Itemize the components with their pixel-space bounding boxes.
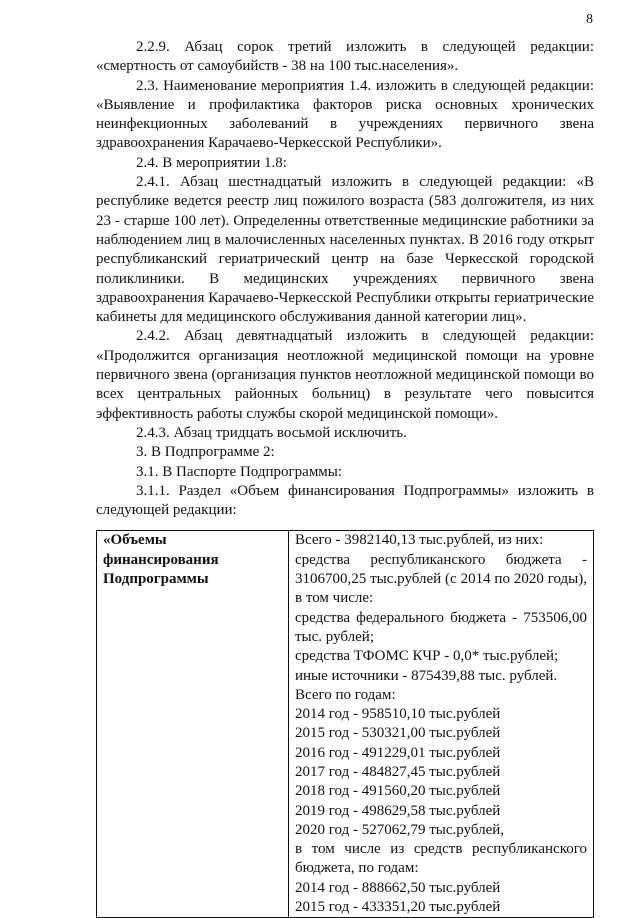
paragraph-2-4-1: 2.4.1. Абзац шестнадцатый изложить в следующей редакции: «В республике ведется реестр лиц пожилого возраста (583 долгожителя, из них 23 - старше 100 лет). Определенны ответственные медицинские работники за наблюдением лиц в малочисленных населенных пунктах. В 2016 году открыт республиканский гериатрический центр на базе Черкесской городской поликлиники. В медицинских учреждениях первичного звена здравоохранения Карачаево-Черкесской Республики открыты гериатрические кабинеты для медицинского обслуживания данной категории лиц». [96, 174, 594, 326]
financing-line: средства федерального бюджета - 753506,00 тыс. рублей; [295, 609, 587, 645]
financing-line: 2018 год - 491560,20 тыс.рублей [295, 783, 501, 800]
financing-line: 2015 год - 433351,20 тыс.рублей [295, 899, 501, 916]
financing-label-cell: «Объемы финансирования Подпрограммы [97, 531, 289, 918]
table-row [97, 531, 594, 918]
page-number: 8 [586, 12, 593, 27]
financing-line: 2020 год - 527062,79 тыс.рублей, [295, 821, 505, 838]
financing-line: Всего - 3982140,13 тыс.рублей, из них: [295, 532, 544, 549]
document-body [96, 38, 594, 918]
financing-line: 2019 год - 498629,58 тыс.рублей [295, 802, 501, 819]
financing-line: средства республиканского бюджета - 3106700,25 тыс.рублей (с 2014 по 2020 годы), в том числе: [295, 551, 587, 607]
paragraph-2-3: 2.3. Наименование мероприятия 1.4. изложить в следующей редакции: «Выявление и профилактика факторов риска основных хронических неинфекционных заболеваний в учреждениях первичного звена здравоохранения Карачаево-Черкесской Республики». [96, 77, 594, 152]
paragraph-2-4-3: 2.4.3. Абзац тридцать восьмой исключить. [136, 424, 407, 441]
financing-line: 2015 год - 530321,00 тыс.рублей [295, 725, 501, 742]
financing-line: иные источники - 875439,88 тыс. рублей. [295, 667, 558, 684]
paragraph-2-4-2: 2.4.2. Абзац девятнадцатый изложить в следующей редакции: «Продолжится организация неотложной медицинской помощи на уровне первичного звена (организация пунктов неотложной медицинской помощи во всех центральных районных больниц) в результате чего повысится эффективность работы службы скорой медицинской помощи». [96, 328, 594, 422]
paragraph-3-1-1: 3.1.1. Раздел «Объем финансирования Подпрограммы» изложить в следующей редакции: [96, 482, 594, 519]
financing-line: 2016 год - 491229,01 тыс.рублей [295, 744, 501, 761]
financing-table [96, 530, 594, 918]
financing-line: Всего по годам: [295, 686, 396, 703]
financing-line: 2017 год - 484827,45 тыс.рублей [295, 763, 501, 780]
financing-line: средства ТФОМС КЧР - 0,0* тыс.рублей; [295, 648, 559, 665]
financing-values-cell [289, 531, 594, 918]
financing-line: 2014 год - 888662,50 тыс.рублей [295, 879, 501, 896]
paragraph-2-4: 2.4. В мероприятии 1.8: [136, 154, 287, 171]
financing-line: 2014 год - 958510,10 тыс.рублей [295, 706, 501, 723]
paragraph-3-1: 3.1. В Паспорте Подпрограммы: [136, 463, 343, 480]
financing-line: в том числе из средств республиканского бюджета, по годам: [295, 841, 587, 877]
paragraph-3: 3. В Подпрограмме 2: [136, 444, 275, 461]
paragraph-2-2-9: 2.2.9. Абзац сорок третий изложить в следующей редакции: «смертность от самоубийств - 38 на 100 тыс.населения». [96, 39, 594, 75]
